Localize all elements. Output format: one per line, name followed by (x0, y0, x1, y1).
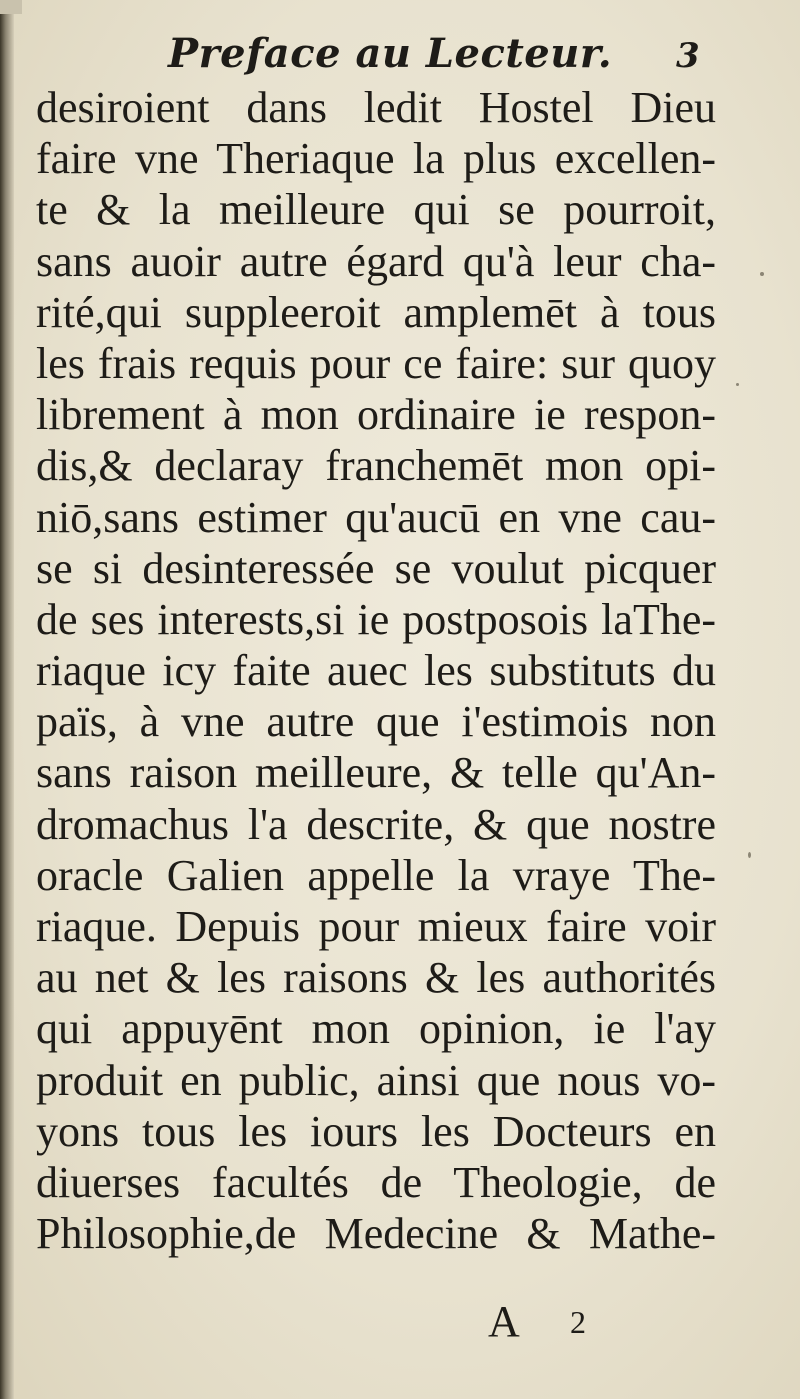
signature-mark (488, 1296, 608, 1356)
text-line: riaque icy faite auec les substituts du (36, 646, 716, 696)
text-line: au net & les raisons & les authorités (36, 953, 716, 1003)
text-line: librement à mon ordinaire ie respon- (36, 390, 716, 440)
text-line: païs, à vne autre que i'estimois non (36, 697, 716, 747)
text-line: faire vne Theriaque la plus excellen- (36, 134, 716, 184)
page-corner (0, 0, 22, 14)
text-line: produit en public, ainsi que nous vo- (36, 1055, 716, 1105)
text-line: diuerses facultés de Theologie, de (36, 1157, 716, 1207)
text-line: de ses interests,si ie postposois laThe- (36, 594, 716, 644)
text-line: se si desinteressée se voulut picquer (36, 543, 716, 593)
signature-letter: A (488, 1297, 520, 1346)
text-line: yons tous les iours les Docteurs en (36, 1106, 716, 1156)
paper-speck (760, 272, 764, 276)
text-line: sans auoir autre égard qu'à leur cha- (36, 236, 716, 286)
running-head (0, 30, 800, 90)
text-line: te & la meilleure qui se pourroit, (36, 185, 716, 235)
text-line: Philosophie,de Medecine & Mathe- (36, 1209, 716, 1259)
paper-speck (748, 852, 751, 858)
text-line: qui appuyēnt mon opinion, ie l'ay (36, 1004, 716, 1054)
text-line: oracle Galien appelle la vraye The- (36, 850, 716, 900)
text-line: niō,sans estimer qu'aucū en vne cau- (36, 492, 716, 542)
text-line: sans raison meilleure, & telle qu'An- (36, 748, 716, 798)
body-text (36, 82, 716, 1259)
running-head-title: Preface au Lecteur. (168, 30, 613, 77)
page-number: 3 (676, 36, 700, 76)
text-line: rité,qui suppleeroit amplemēt à tous (36, 287, 716, 337)
text-line: dromachus l'a descrite, & que nostre (36, 799, 716, 849)
text-line: les frais requis pour ce faire: sur quoy (36, 338, 716, 388)
text-line: riaque. Depuis pour mieux faire voir (36, 902, 716, 951)
paper-speck (736, 383, 739, 386)
text-line: desiroient dans ledit Hostel Dieu (36, 83, 716, 132)
page-gutter (0, 0, 14, 1399)
text-line: dis,& declaray franchemēt mon opi- (36, 441, 716, 491)
signature-number: 2 (570, 1304, 586, 1340)
